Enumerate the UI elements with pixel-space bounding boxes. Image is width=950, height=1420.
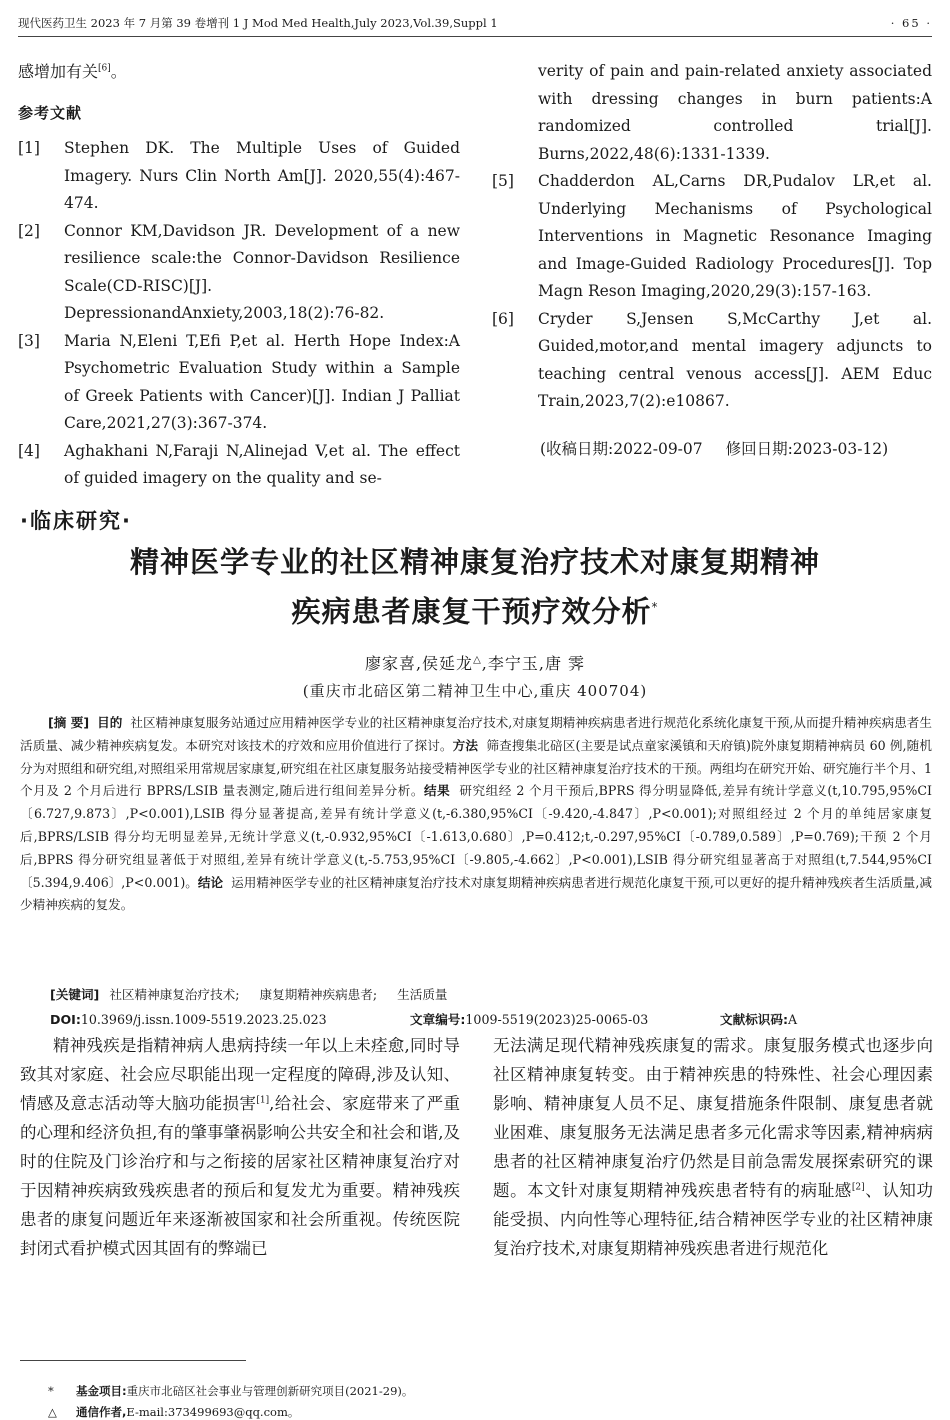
reference-item: [6] Cryder S,Jensen S,McCarthy J,et al. Guided,motor,and mental imagery adjuncts to teaching central venous access[J]. AEM Educ Train,2023,7(2):e10867.	[492, 309, 932, 410]
reference-item: [3] Maria N,Eleni T,Efi P,et al. Herth Hope Index:A Psychometric Evaluation Study within a Sample of Greek Patients with Cancer)[J]. Indian J Palliat Care,2021,27(3):367-374.	[18, 331, 460, 432]
running-header	[18, 10, 932, 37]
journal-citation: 现代医药卫生 2023 年 7 月第 39 卷增刊 1 J Mod Med Health,July 2023,Vol.39,Suppl 1	[18, 16, 498, 30]
title-footnote-marker: *	[651, 600, 659, 614]
affiliation: (重庆市北碚区第二精神卫生中心,重庆 400704)	[302, 682, 648, 700]
keywords-label: [关键词]	[50, 987, 100, 1002]
received-revised-dates	[492, 436, 932, 463]
received-date: (收稿日期:2022-09-07	[540, 439, 703, 458]
journal-page: 现代医药卫生 2023 年 7 月第 39 卷增刊 1 J Mod Med Health,July 2023,Vol.39,Suppl 1 · 65 · 感增加有关[6]。 参考文献 [1] Stephen DK. The Multiple Uses of Guided Imagery. Nurs Clin North Am[J]. 2020,55(4):467-474. [2] Connor KM,Davidson JR. Development of a new resilience scale:the Connor-Davidson Resilience Scale(CD-RISC)[J]. DepressionandAnxiety,2003,18(2):76-82. [3] Maria N,Eleni T,Efi P,et al. Herth Hope Index:A Psychometric Evaluation Study within a Sample of Greek Patients with Cancer)[J]. Indian J Palliat Care,2021,27(3):367-374. [4] Aghakhani N,Faraji N,Alinejad V,et al. The effect of guided imagery on the quality and se- verity of pain and pain-related anxiety associated with dressing changes in burn patients:A randomized controlled trial[J]. Burns,2022,48(6):1331-1339. [5] Chadderdon AL,Carns DR,Pudalov LR,et al. Underlying Mechanisms of Psychological Interventions in Magnetic Resonance Imaging and Image-Guided Radiology Procedures[J]. Top Magn Reson Imaging,2020,29(3):157-163. [6] Cryder S,Jensen S,McCarthy J,et al. Guided,motor,and mental imagery adjuncts to teaching central venous access[J]. AEM Educ Train,2023,7(2):e10867. (收稿日期:2022-09-07 修回日期:2023-03-12) ·临床研究· 精神医学专业的社区精神康复治疗技术对康复期精神 疾病患者康复干预疗效分析* 廖家喜,侯延龙△,李宁玉,唐 霁 (重庆市北碚区第二精神卫生中心,重庆 400704) [摘 要] 目的 社区精神康复服务站通过应用精神医学专业的社区精神康复治疗技术,对康复期精神疾病患者进行规范化系统化康复干预,从而提升精神疾病患者生活质量、减少精神疾病复发。本研究对该技术的疗效和应用价值进行了探讨。方法 筛查搜集北碚区(主要是试点童家溪镇和天府镇)院外康复期精神病员 60 例,随机分为对照组和研究组,对照组采用常规居家康复,研究组在社区康复服务站接受精神医学专业的社区精神康复治疗技术的干预。两组均在研究开始、研究施行半个月、1 个月及 2 个月后进行 BPRS/LSIB 量表测定,随后进行组间差异分析。结果 研究组经 2 个月干预后,BPRS 得分明显降低,差异有统计学意义(t,10.795,95%CI〔6.727,9.873〕,P<0.001),LSIB 得分显著提高,差异有统计学意义(t,-6.380,95%CI〔-9.420,-4.847〕,P<0.001);对照组经过 2 个月的单纯居家康复后,BPRS/LSIB 得分均无明显差异,无统计学意义(t,-0.932,95%CI〔-1.613,0.680〕,P=0.412;t,-0.297,95%CI〔-0.789,0.589〕,P=0.769);干预 2 个月后,BPRS 得分研究组显著低于对照组,差异有统计学意义(t,-5.753,95%CI〔-9.805,-4.662〕,P<0.001),LSIB 得分研究组显著高于对照组(t,7.544,95%CI〔5.394,9.406〕,P<0.001)。结论 运用精神医学专业的社区精神康复治疗技术对康复期精神疾病患者进行规范化康复干预,可以更好的提升精神残疾者生活质量,减少精神疾病的复发。 [关键词] 社区精神康复治疗技术; 康复期精神疾病患者; 生活质量 DOI:10.3969/j.issn.1009-5519.2023.25.023 文章编号:1009-5519(2023)25-0065-03 文献标识码:A 精神残疾是指精神病人患病持续一年以上未痊愈,同时导致其对家庭、社会应尽职能出现一定程度的障碍,涉及认知、情感及意志活动等大脑功能损害[1],给社会、家庭带来了严重的心理和经济负担,有的肇事肇祸影响公共安全和社会和谐,及时的住院及门诊治疗和与之衔接的居家社区精神康复治疗对于因精神疾病致残疾患者的预后和复发尤为重要。精神残疾患者的康复问题近年来逐渐被国家和社会所重视。传统医院封闭式看护模式因其固有的弊端已 无法满足现代精神残疾康复的需求。康复服务模式也逐步向社区精神康复转变。由于精神疾患的特殊性、社会心理因素影响、精神康复人员不足、康复措施条件限制、康复患者就业困难、康复服务无法满足患者多元化需求等因素,精神病病患者的社区精神康复治疗仍然是目前急需发展探索研究的课题。本文针对康复期精神残疾患者特有的病耻感[2]、认知功能受损、内向性等心理特征,结合精神医学专业的社区精神康复治疗技术,对康复期精神残疾患者进行规范化 * 基金项目:重庆市北碚区社会事业与管理创新研究项目(2021-29)。 △ 通信作者,E-mail:373499693@qq.com。	[0, 0, 950, 1416]
doi: DOI:10.3969/j.issn.1009-5519.2023.25.023	[50, 1012, 327, 1027]
revised-date: 修回日期:2023-03-12)	[725, 439, 889, 458]
citation-marker: [2]	[851, 1182, 865, 1193]
reference-item: [2] Connor KM,Davidson JR. Development of a new resilience scale:the Connor-Davidson Resilience Scale(CD-RISC)[J]. DepressionandAnxiety,2003,18(2):76-82.	[18, 221, 460, 322]
reference-list-left	[18, 135, 460, 493]
reference-item: [5] Chadderdon AL,Carns DR,Pudalov LR,et al. Underlying Mechanisms of Psychological Interventions in Magnetic Resonance Imaging and Image-Guided Radiology Procedures[J]. Top Magn Reson Imaging,2020,29(3):157-163.	[492, 172, 932, 300]
document-code: 文献标识码:A	[720, 1012, 798, 1027]
previous-article-left-column	[18, 58, 460, 493]
reference-item: [4] Aghakhani N,Faraji N,Alinejad V,et al. The effect of guided imagery on the quality and se-	[18, 441, 460, 487]
keywords	[50, 985, 458, 1005]
keyword: 生活质量	[397, 987, 448, 1002]
author-list: 廖家喜,侯延龙△,李宁玉,唐 霁	[364, 654, 586, 673]
section-tag: ·临床研究·	[20, 509, 132, 533]
body-text-right: 无法满足现代精神残疾康复的需求。康复服务模式也逐步向社区精神康复转变。由于精神疾患的特殊性、社会心理因素影响、精神康复人员不足、康复措施条件限制、康复患者就业困难、康复服务无法满足患者多元化需求等因素,精神病病患者的社区精神康复治疗仍然是目前急需发展探索研究的课题。本文针对康复期精神残疾患者特有的病耻感[2]、认知功能受损、内向性等心理特征,结合精神医学专业的社区精神康复治疗技术,对康复期精神残疾患者进行规范化	[493, 1036, 934, 1258]
footnote-divider	[20, 1360, 246, 1361]
reference-continuation: verity of pain and pain-related anxiety associated with dressing changes in burn patients:A randomized controlled trial[J]. Burns,2022,48(6):1331-1339.	[538, 62, 932, 163]
previous-article-tail: 感增加有关[6]。	[18, 62, 127, 81]
keyword: 社区精神康复治疗技术;	[109, 987, 240, 1002]
article-title: 精神医学专业的社区精神康复治疗技术对康复期精神 疾病患者康复干预疗效分析*	[129, 545, 820, 629]
body-text-left: 精神残疾是指精神病人患病持续一年以上未痊愈,同时导致其对家庭、社会应尽职能出现一定程度的障碍,涉及认知、情感及意志活动等大脑功能损害[1],给社会、家庭带来了严重的心理和经济负担,有的肇事肇祸影响公共安全和社会和谐,及时的住院及门诊治疗和与之衔接的居家社区精神康复治疗对于因精神疾病致残疾患者的预后和复发尤为重要。精神残疾患者的康复问题近年来逐渐被国家和社会所重视。传统医院封闭式看护模式因其固有的弊端已	[20, 1036, 461, 1258]
reference-item: [1] Stephen DK. The Multiple Uses of Guided Imagery. Nurs Clin North Am[J]. 2020,55(4):467-474.	[18, 139, 460, 212]
previous-article-right-column	[492, 58, 932, 463]
citation-marker: [1]	[256, 1095, 270, 1106]
keyword: 康复期精神疾病患者;	[259, 987, 378, 1002]
abstract-label: [摘 要]	[48, 715, 90, 730]
corresponding-author-marker: △	[473, 654, 482, 666]
abstract: [摘 要] 目的 社区精神康复服务站通过应用精神医学专业的社区精神康复治疗技术,对康复期精神疾病患者进行规范化系统化康复干预,从而提升精神疾病患者生活质量、减少精神疾病复发。本研究对该技术的疗效和应用价值进行了探讨。方法 筛查搜集北碚区(主要是试点童家溪镇和天府镇)院外康复期精神病员 60 例,随机分为对照组和研究组,对照组采用常规居家康复,研究组在社区康复服务站接受精神医学专业的社区精神康复治疗技术的干预。两组均在研究开始、研究施行半个月、1 个月及 2 个月后进行 BPRS/LSIB 量表测定,随后进行组间差异分析。结果 研究组经 2 个月干预后,BPRS 得分明显降低,差异有统计学意义(t,10.795,95%CI〔6.727,9.873〕,P<0.001),LSIB 得分显著提高,差异有统计学意义(t,-6.380,95%CI〔-9.420,-4.847〕,P<0.001);对照组经过 2 个月的单纯居家康复后,BPRS/LSIB 得分均无明显差异,无统计学意义(t,-0.932,95%CI〔-1.613,0.680〕,P=0.412;t,-0.297,95%CI〔-0.789,0.589〕,P=0.769);干预 2 个月后,BPRS 得分研究组显著低于对照组,差异有统计学意义(t,-5.753,95%CI〔-9.805,-4.662〕,P<0.001),LSIB 得分研究组显著高于对照组(t,7.544,95%CI〔5.394,9.406〕,P<0.001)。结论 运用精神医学专业的社区精神康复治疗技术对康复期精神疾病患者进行规范化康复干预,可以更好的提升精神残疾者生活质量,减少精神疾病的复发。	[20, 715, 933, 913]
article-number: 文章编号:1009-5519(2023)25-0065-03	[410, 1012, 649, 1027]
page-number: · 65 ·	[890, 16, 932, 30]
citation-marker: [6]	[98, 63, 111, 74]
references-heading: 参考文献	[18, 104, 83, 122]
